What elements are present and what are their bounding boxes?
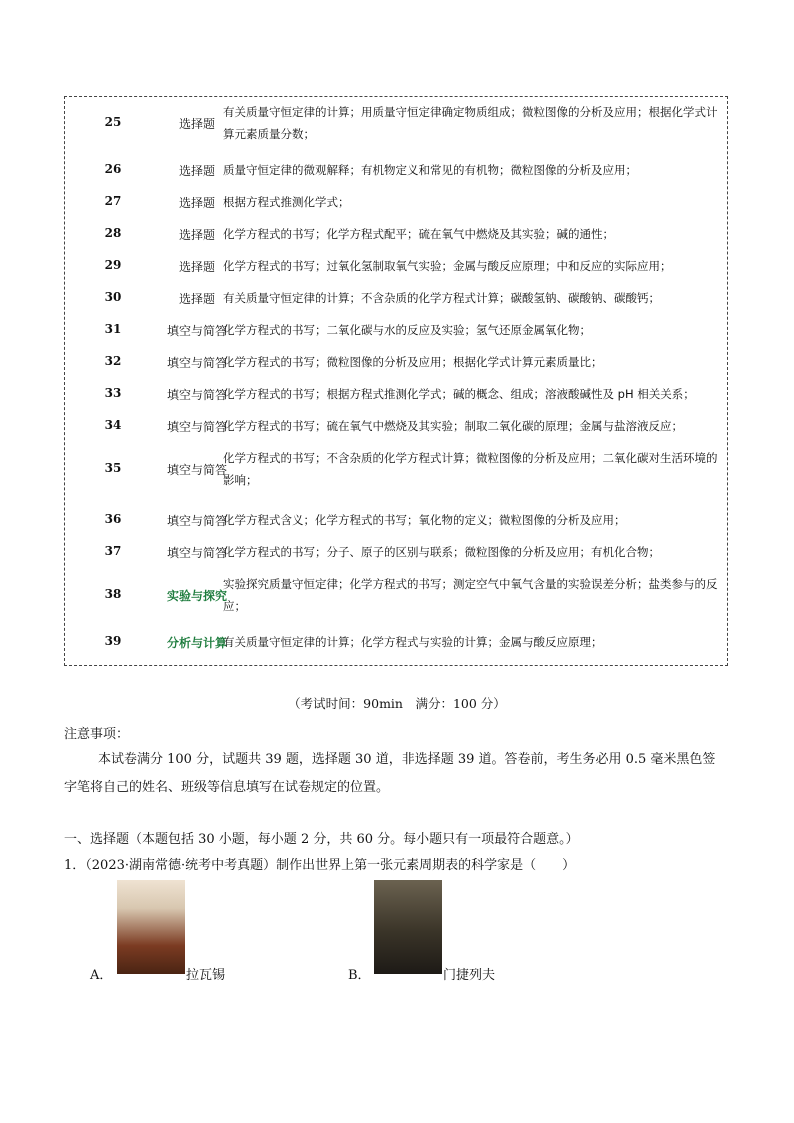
knowledge-points: 实验探究质量守恒定律；化学方程式的书写；测定空气中氧气含量的实验误差分析；盐类参与的反应；	[223, 577, 718, 613]
question-type: 填空与简答	[166, 546, 227, 560]
knowledge-points: 根据方程式推测化学式；	[223, 195, 350, 209]
row-number: 33	[104, 386, 122, 400]
question-type: 填空与简答	[166, 514, 227, 528]
knowledge-points: 质量守恒定律的微观解释；有机物定义和常见的有机物；微粒图像的分析及应用；	[223, 163, 637, 177]
knowledge-points: 有关质量守恒定律的计算；不含杂质的化学方程式计算；碳酸氢钠、碳酸钠、碳酸钙；	[223, 291, 660, 305]
knowledge-points: 化学方程式的书写；分子、原子的区别与联系；微粒图像的分析及应用；有机化合物；	[223, 545, 660, 559]
section-title: 一、选择题（本题包括 30 小题，每小题 2 分，共 60 分。每小题只有一项最符合题意。）	[64, 832, 579, 847]
knowledge-points: 化学方程式含义；化学方程式的书写；氧化物的定义；微粒图像的分析及应用；	[223, 513, 626, 527]
row-number: 38	[104, 587, 122, 601]
table-row	[65, 415, 727, 437]
knowledge-points: 化学方程式的书写；二氧化碳与水的反应及实验；氢气还原金属氧化物；	[223, 323, 591, 337]
row-number: 27	[104, 194, 122, 208]
question-type: 填空与简答	[166, 420, 227, 434]
table-row	[65, 319, 727, 341]
question-type: 填空与简答	[166, 324, 227, 338]
question-1: 1．（2023·湖南常德·统考中考真题）制作出世界上第一张元素周期表的科学家是（ ）	[64, 858, 576, 873]
table-row	[65, 541, 727, 563]
notes-title: 注意事项：	[64, 727, 130, 742]
knowledge-points: 化学方程式的书写；过氧化氢制取氧气实验；金属与酸反应原理；中和反应的实际应用；	[223, 259, 672, 273]
table-row	[65, 383, 727, 405]
question-type: 选择题	[178, 260, 215, 274]
option-a-name: 拉瓦锡	[186, 968, 226, 983]
table-row	[65, 573, 727, 617]
row-number: 30	[104, 290, 122, 304]
question-type: 填空与简答	[166, 463, 227, 477]
notes-body: 本试卷满分 100 分，试题共 39 题，选择题 30 道，非选择题 39 道。答卷前，考生务必用 0.5 毫米黑色签字笔将自己的姓名、班级等信息填写在试卷规定的位置。	[64, 752, 716, 795]
row-number: 37	[104, 544, 122, 558]
table-row	[65, 159, 727, 181]
option-b-letter: B．	[348, 968, 371, 983]
table-row	[65, 101, 727, 145]
table-row	[65, 223, 727, 245]
question-type: 选择题	[178, 117, 215, 131]
row-number: 28	[104, 226, 122, 240]
exam-meta: （考试时间：90min 满分：100 分）	[288, 696, 506, 711]
row-number: 32	[104, 354, 122, 368]
question-type: 实验与探究	[166, 589, 227, 603]
row-number: 29	[104, 258, 122, 272]
table-row	[65, 287, 727, 309]
option-b-name: 门捷列夫	[443, 968, 496, 983]
row-number: 34	[104, 418, 122, 432]
question-type: 选择题	[178, 164, 215, 178]
row-number: 31	[104, 322, 122, 336]
row-number: 26	[104, 162, 122, 176]
knowledge-points: 化学方程式的书写；硫在氧气中燃烧及其实验；制取二氧化碳的原理；金属与盐溶液反应；	[223, 419, 683, 433]
question-type: 填空与简答	[166, 388, 227, 402]
table-row	[65, 631, 727, 653]
row-number: 36	[104, 512, 122, 526]
knowledge-point-table	[64, 96, 728, 666]
table-row	[65, 255, 727, 277]
question-type: 分析与计算	[166, 636, 227, 650]
knowledge-points: 有关质量守恒定律的计算；化学方程式与实验的计算；金属与酸反应原理；	[223, 635, 603, 649]
knowledge-points: 化学方程式的书写；微粒图像的分析及应用；根据化学式计算元素质量比；	[223, 355, 603, 369]
option-b-portrait	[374, 880, 442, 974]
knowledge-points: 化学方程式的书写；根据方程式推测化学式；碱的概念、组成；溶液酸碱性及 pH 相关关系；	[223, 387, 695, 401]
question-type: 选择题	[178, 196, 215, 210]
option-a-letter: A．	[90, 968, 113, 983]
knowledge-points: 有关质量守恒定律的计算；用质量守恒定律确定物质组成；微粒图像的分析及应用；根据化学式计算元素质量分数；	[223, 105, 718, 141]
table-row	[65, 509, 727, 531]
row-number: 35	[104, 461, 122, 475]
question-type: 填空与简答	[166, 356, 227, 370]
table-row	[65, 191, 727, 213]
option-a-portrait	[117, 880, 185, 974]
row-number: 25	[104, 115, 122, 129]
knowledge-points: 化学方程式的书写；不含杂质的化学方程式计算；微粒图像的分析及应用；二氧化碳对生活环境的影响；	[223, 451, 718, 487]
row-number: 39	[104, 634, 122, 648]
table-row	[65, 351, 727, 373]
question-type: 选择题	[178, 228, 215, 242]
question-type: 选择题	[178, 292, 215, 306]
knowledge-points: 化学方程式的书写；化学方程式配平；硫在氧气中燃烧及其实验；碱的通性；	[223, 227, 614, 241]
table-row	[65, 447, 727, 491]
